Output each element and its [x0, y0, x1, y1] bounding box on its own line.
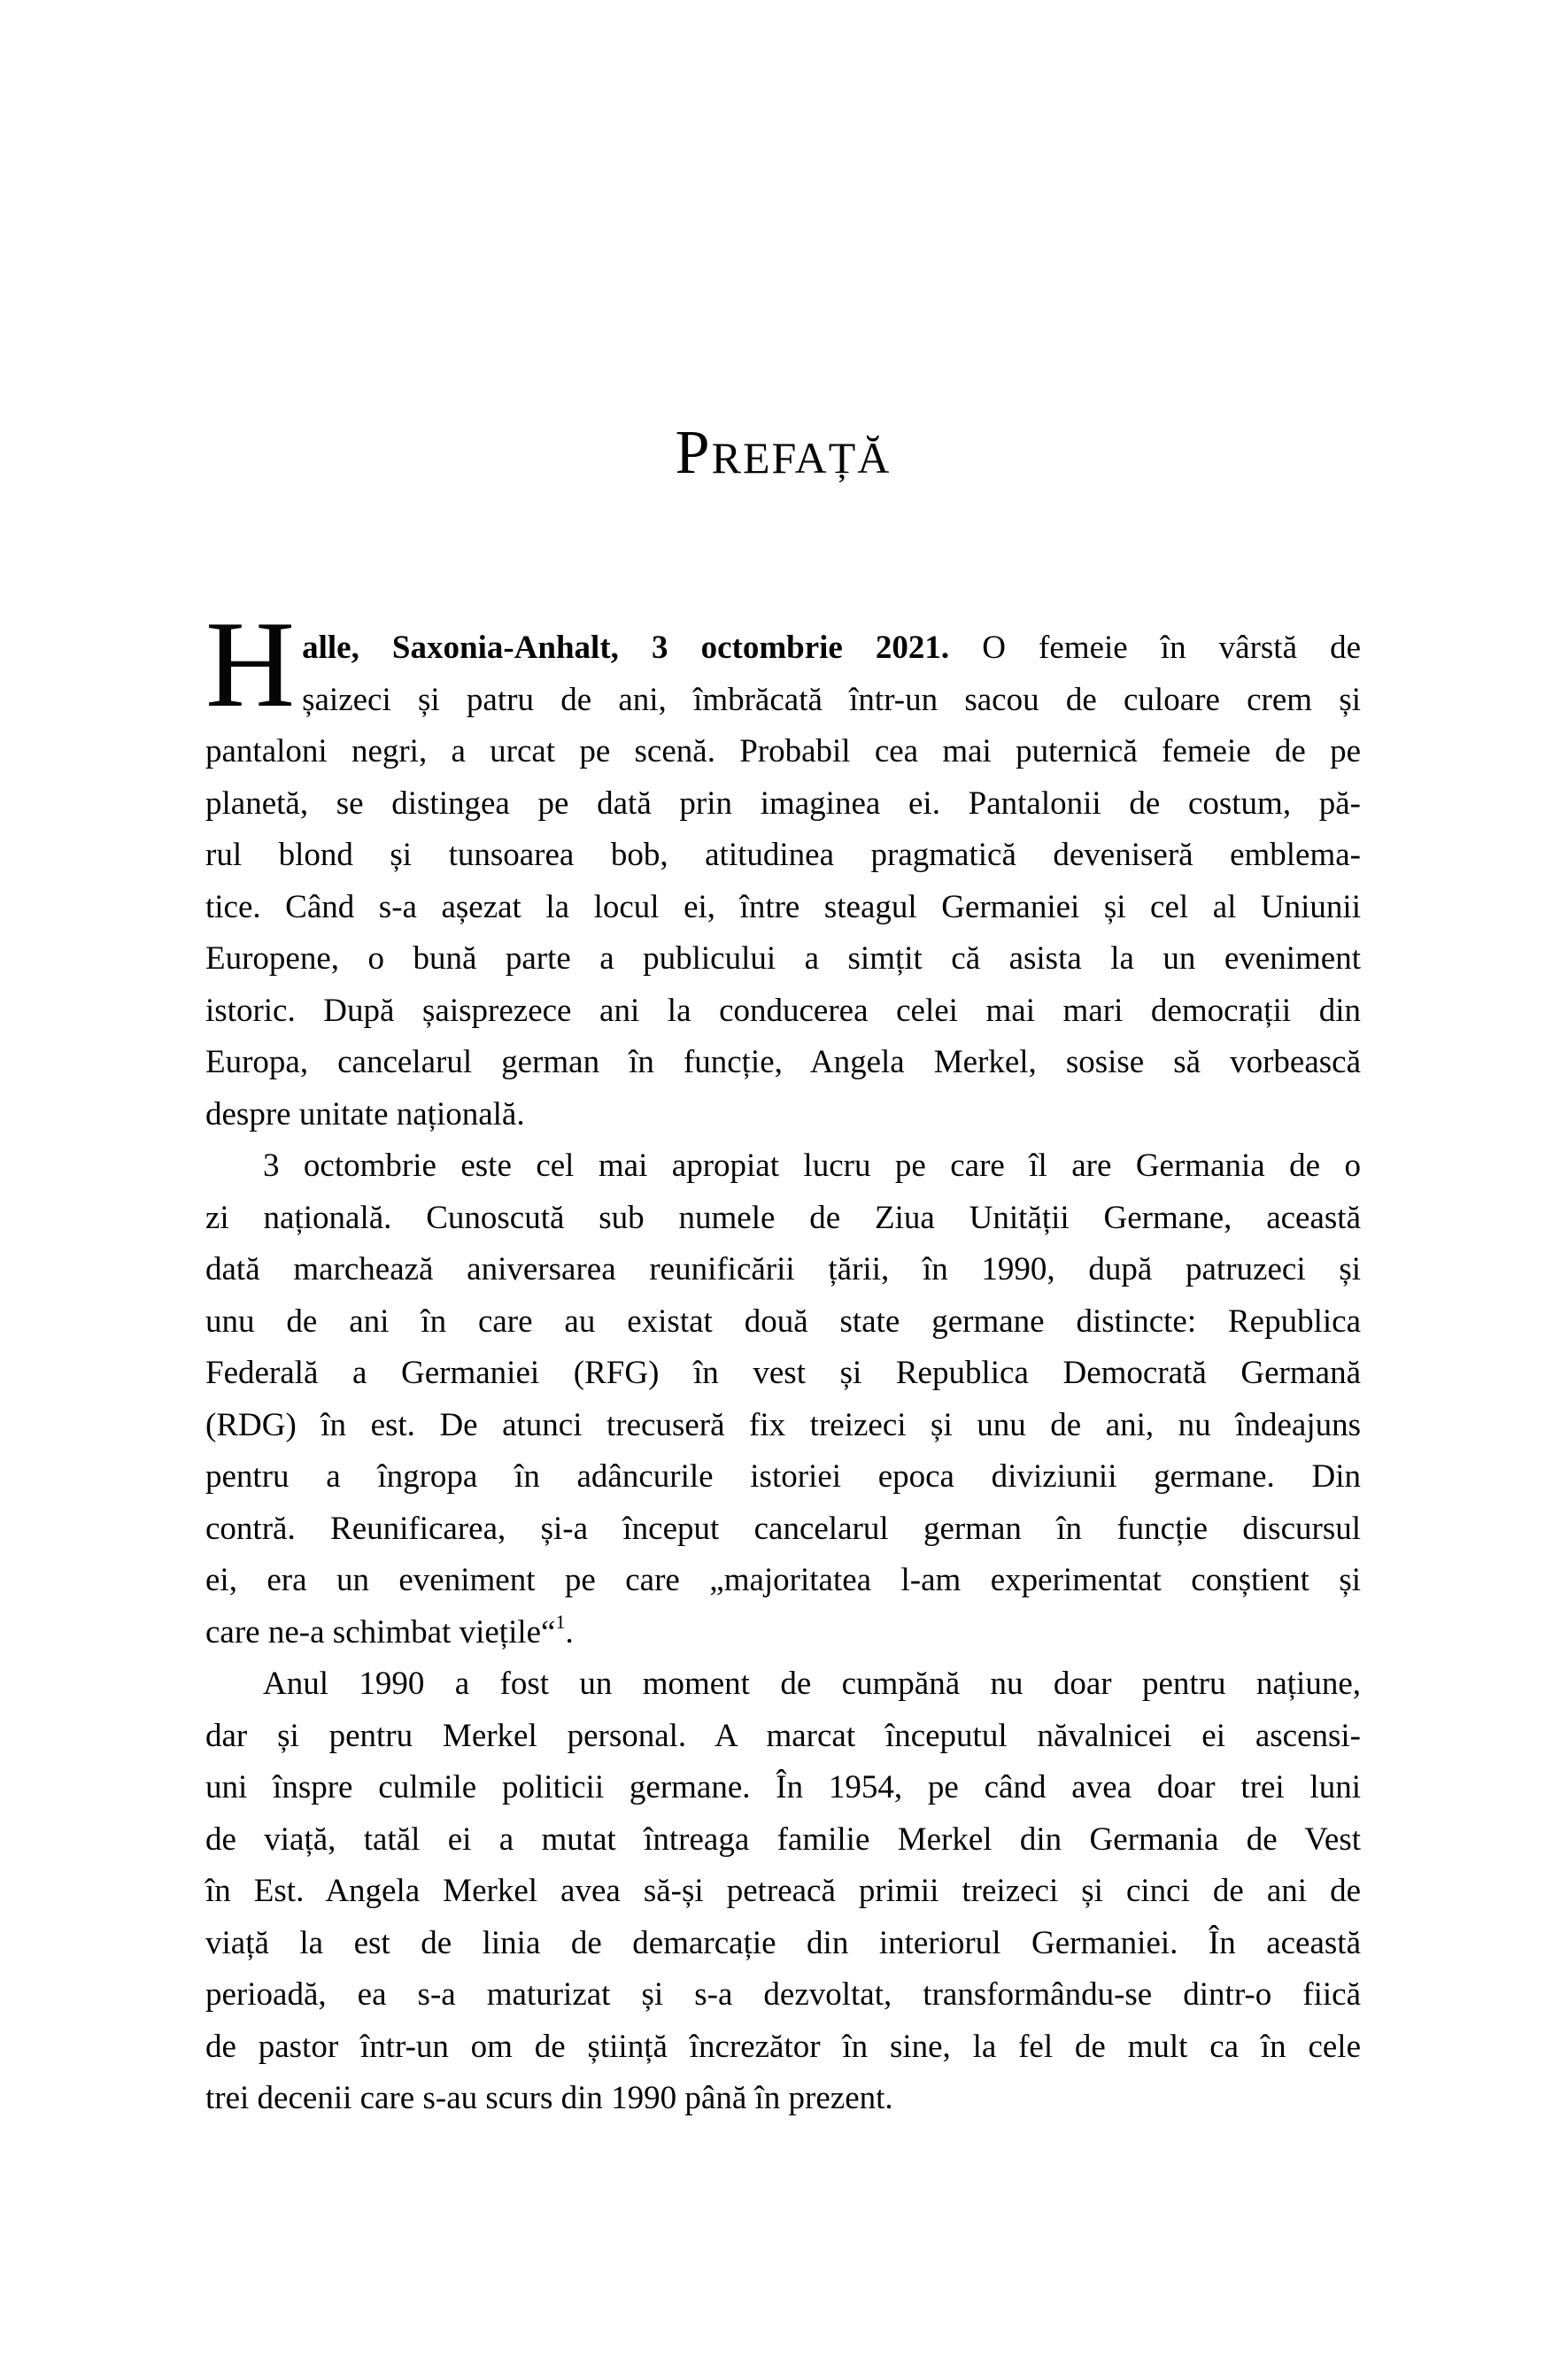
text-segment: de viață, tatăl ei a mutat întreaga familie Merkel din Germania de Vest — [205, 1821, 1361, 1858]
bold-lead-in: alle, Saxonia-Anhalt, 3 octombrie 2021. — [302, 630, 950, 666]
text-segment: istoric. După șaisprezece ani la conducerea celei mai mari democrații din — [205, 992, 1361, 1029]
text-line — [205, 1348, 1361, 1400]
text-line — [205, 1037, 1361, 1089]
text-segment: zi națională. Cunoscută sub numele de Ziua Unității Germane, această — [205, 1199, 1361, 1236]
chapter-title-initial: P — [675, 419, 712, 487]
text-line — [205, 830, 1361, 882]
text-segment: dată marchează aniversarea reunificării țării, în 1990, după patruzeci și — [205, 1251, 1361, 1287]
text-segment: planetă, se distingea pe dată prin imaginea ei. Pantalonii de costum, pă- — [205, 785, 1361, 822]
text-line — [205, 1658, 1361, 1711]
text-segment: uni înspre culmile politicii germane. În 1954, pe când avea doar trei luni — [205, 1769, 1361, 1805]
text-segment: trei decenii care s-au scurs din 1990 până în prezent. — [205, 2080, 893, 2116]
text-segment: Europene, o bună parte a publicului a simțit că asista la un eveniment — [205, 940, 1361, 977]
text-line — [205, 2073, 1361, 2125]
text-segment: despre unitate națională. — [205, 1095, 525, 1133]
text-line — [205, 622, 1361, 675]
text-line — [205, 1400, 1361, 1452]
text-segment: O femeie în vârstă de — [949, 630, 1361, 666]
text-segment: care ne-a schimbat viețile“ — [205, 1613, 556, 1651]
paragraph — [205, 596, 1361, 1140]
text-segment: tice. Când s-a așezat la locul ei, între steagul Germaniei și cel al Uniunii — [205, 888, 1361, 925]
text-line — [205, 2022, 1361, 2074]
text-segment: viață la est de linia de demarcație din interiorul Germaniei. În această — [205, 1924, 1361, 1961]
text-segment: ei, era un eveniment pe care „majoritatea l-am experimentat conștient și — [205, 1562, 1361, 1598]
text-line — [205, 933, 1361, 986]
text-segment: de pastor într-un om de știință încrezător în sine, la fel de mult ca în cele — [205, 2028, 1361, 2065]
text-segment: 3 octombrie este cel mai apropiat lucru pe care îl are Germania de o — [263, 1148, 1361, 1184]
text-line — [205, 1504, 1361, 1556]
chapter-title — [205, 419, 1361, 489]
text-segment: Anul 1990 a fost un moment de cumpănă nu doar pentru națiune, — [263, 1666, 1361, 1702]
body-text — [205, 596, 1361, 2125]
text-segment: dar și pentru Merkel personal. A marcat începutul năvalnicei ei ascensi- — [205, 1717, 1361, 1754]
text-line — [205, 1296, 1361, 1349]
text-line — [205, 1711, 1361, 1763]
text-line — [205, 1089, 1361, 1141]
text-line — [205, 1866, 1361, 1918]
text-segment: pantaloni negri, a urcat pe scenă. Probabil cea mai puternică femeie de pe — [205, 733, 1361, 769]
text-segment: șaizeci și patru de ani, îmbrăcată într-un sacou de culoare crem și — [302, 681, 1361, 718]
text-line — [205, 1918, 1361, 1970]
text-line — [205, 778, 1361, 831]
footnote-reference: 1 — [555, 1610, 566, 1633]
text-line — [205, 1140, 1361, 1193]
text-segment: rul blond și tunsoarea bob, atitudinea pragmatică deveniseră emblema- — [205, 837, 1361, 873]
text-segment: unu de ani în care au existat două state germane distincte: Republica — [205, 1303, 1361, 1340]
text-segment: contră. Reunificarea, și-a început cancelarul german în funcție discursul — [205, 1510, 1361, 1547]
text-segment: Federală a Germaniei (RFG) în vest și Republica Democrată Germană — [205, 1355, 1361, 1391]
chapter-title-small-caps: REFAȚĂ — [711, 433, 892, 483]
drop-cap: H — [205, 596, 296, 733]
text-line — [205, 1193, 1361, 1245]
paragraph — [205, 1140, 1361, 1658]
paragraph — [205, 1658, 1361, 2125]
text-line — [205, 1607, 1361, 1659]
text-line — [205, 1814, 1361, 1867]
text-line — [205, 1555, 1361, 1607]
text-segment: pentru a îngropa în adâncurile istoriei epoca diviziunii germane. Din — [205, 1458, 1361, 1495]
text-line — [205, 1762, 1361, 1814]
text-line — [205, 1969, 1361, 2022]
text-line — [205, 986, 1361, 1038]
text-line — [205, 726, 1361, 778]
text-segment: perioadă, ea s-a maturizat și s-a dezvoltat, transformându-se dintr-o fiică — [205, 1976, 1361, 2013]
text-line — [205, 1451, 1361, 1504]
text-line — [205, 882, 1361, 934]
text-segment: (RDG) în est. De atunci trecuseră fix treizeci și unu de ani, nu îndeajuns — [205, 1406, 1361, 1443]
text-segment: Europa, cancelarul german în funcție, Angela Merkel, sosise să vorbească — [205, 1044, 1361, 1080]
text-segment: . — [565, 1613, 574, 1651]
text-segment: în Est. Angela Merkel avea să-și petreacă primii treizeci și cinci de ani de — [205, 1873, 1361, 1909]
text-line — [205, 1244, 1361, 1296]
text-block — [205, 0, 1361, 2125]
text-line — [205, 675, 1361, 727]
